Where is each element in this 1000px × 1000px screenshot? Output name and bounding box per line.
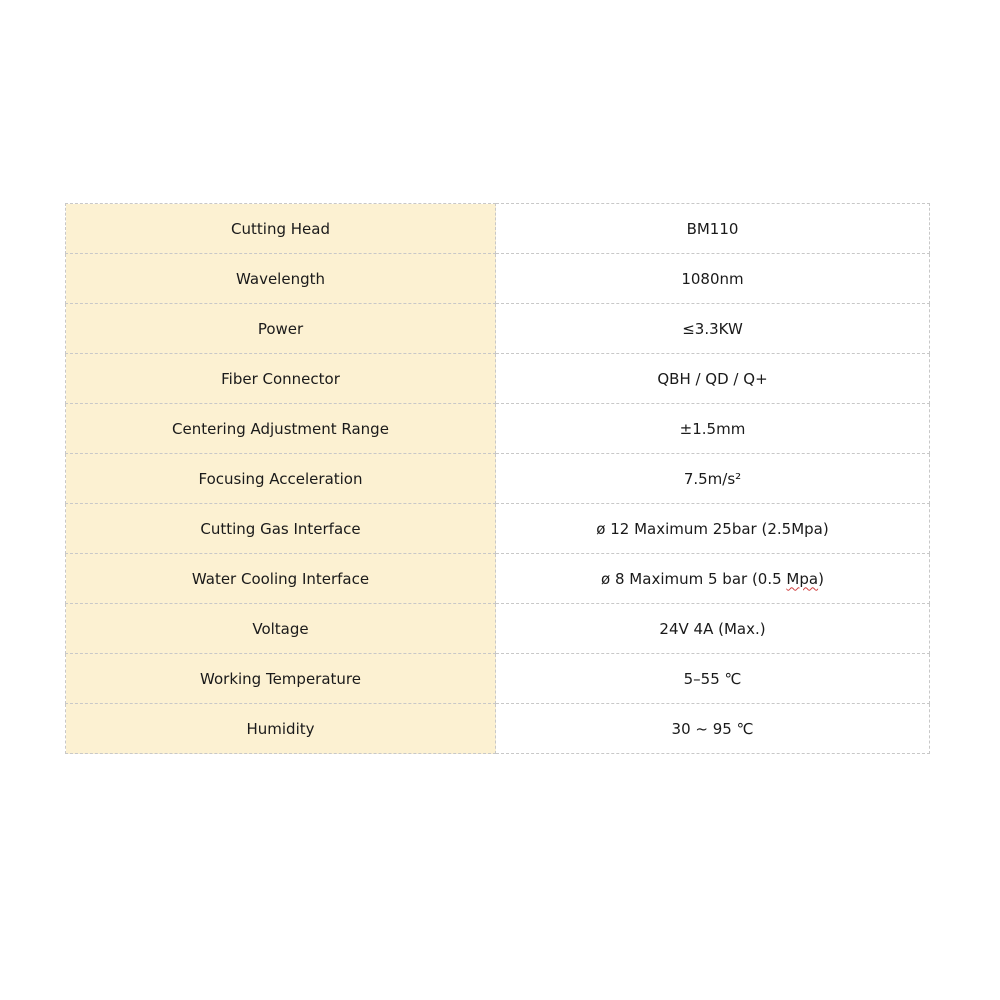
table-row (66, 404, 930, 454)
spec-label: Cutting Gas Interface (66, 504, 496, 554)
spec-value: ±1.5mm (496, 404, 930, 454)
table-row (66, 354, 930, 404)
spec-label: Wavelength (66, 254, 496, 304)
table-row (66, 654, 930, 704)
spec-value: 24V 4A (Max.) (496, 604, 930, 654)
spec-value-suffix: ) (818, 569, 824, 588)
spec-value: 30 ~ 95 ℃ (496, 704, 930, 754)
spec-value: 1080nm (496, 254, 930, 304)
table-row (66, 304, 930, 354)
spec-value: 7.5m/s² (496, 454, 930, 504)
spec-label: Focusing Acceleration (66, 454, 496, 504)
spec-label: Cutting Head (66, 204, 496, 254)
table-row (66, 604, 930, 654)
table-row (66, 454, 930, 504)
table-row (66, 504, 930, 554)
table-row (66, 704, 930, 754)
spec-value: 5–55 ℃ (496, 654, 930, 704)
table-row (66, 554, 930, 604)
spec-label: Centering Adjustment Range (66, 404, 496, 454)
spec-value: QBH / QD / Q+ (496, 354, 930, 404)
specification-table (65, 203, 930, 754)
spec-label: Voltage (66, 604, 496, 654)
spec-value: ≤3.3KW (496, 304, 930, 354)
spec-value: ø 12 Maximum 25bar (2.5Mpa) (496, 504, 930, 554)
spec-label: Working Temperature (66, 654, 496, 704)
spec-value (496, 554, 930, 604)
spec-value-prefix: ø 8 Maximum 5 bar (0.5 (601, 569, 787, 588)
table-row (66, 204, 930, 254)
spec-label: Power (66, 304, 496, 354)
spec-label: Fiber Connector (66, 354, 496, 404)
spec-label: Water Cooling Interface (66, 554, 496, 604)
spec-value: BM110 (496, 204, 930, 254)
spec-label: Humidity (66, 704, 496, 754)
table-row (66, 254, 930, 304)
spellcheck-flagged-word: Mpa (786, 569, 819, 588)
